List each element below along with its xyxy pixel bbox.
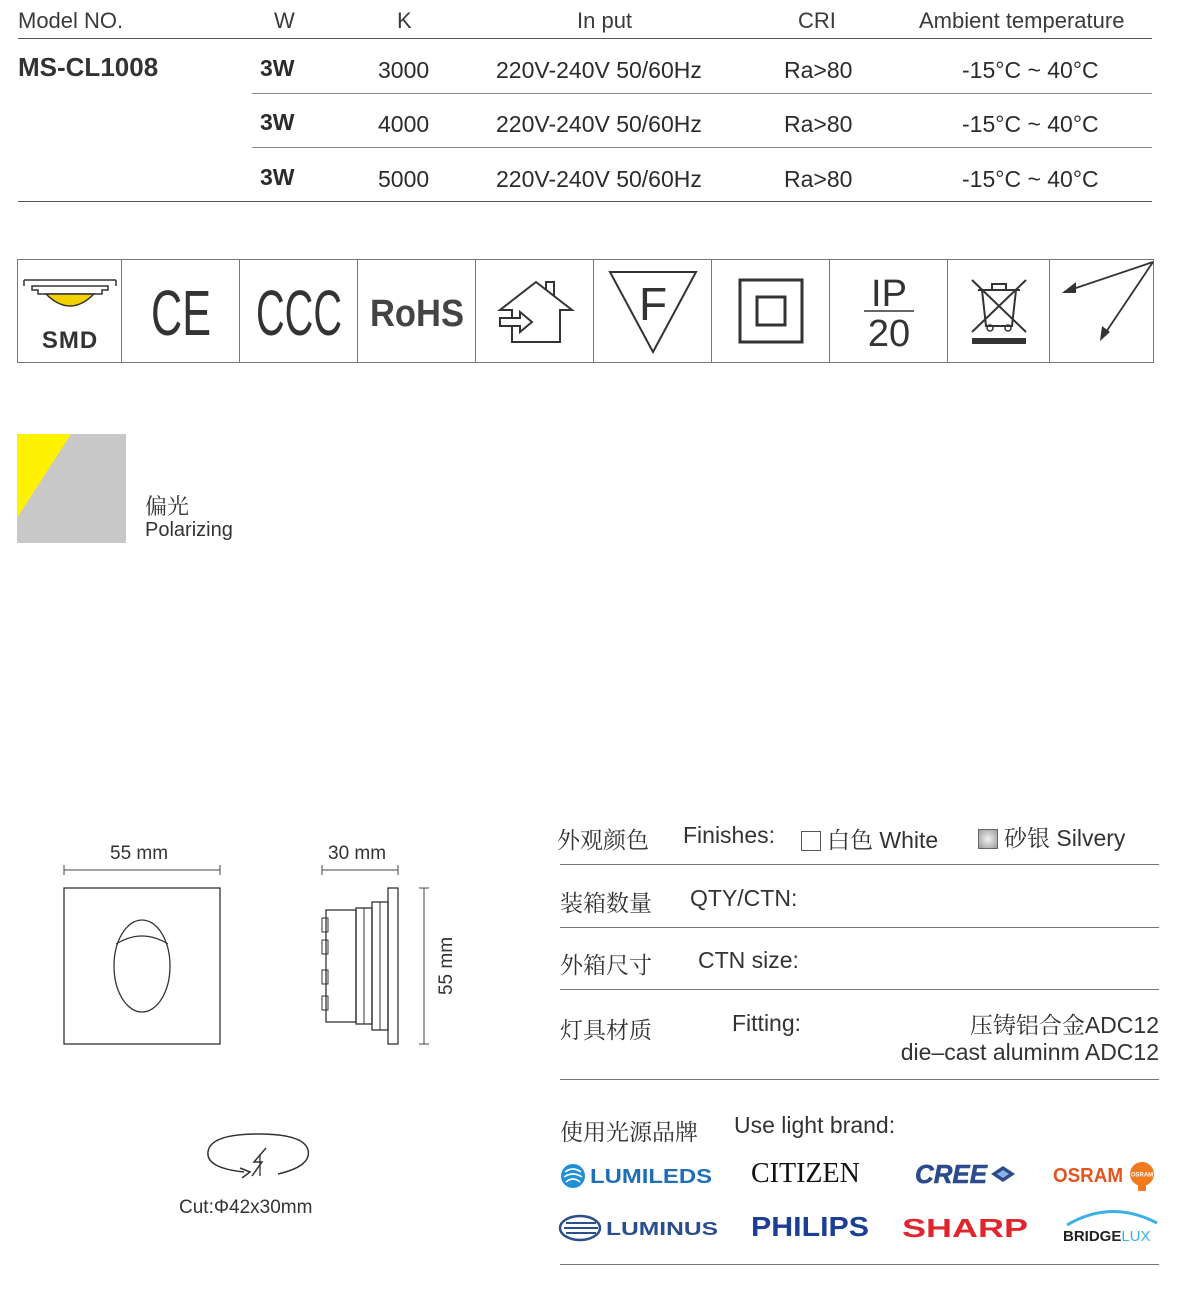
row-1-cri: Ra>80 bbox=[784, 57, 853, 83]
ccc-label: CCC bbox=[255, 277, 342, 349]
beam-direction-cert bbox=[1050, 260, 1155, 362]
info-divider bbox=[560, 1079, 1159, 1080]
info-divider bbox=[560, 864, 1159, 865]
qty-label-en: QTY/CTN: bbox=[690, 885, 798, 911]
finish-option-white[interactable] bbox=[801, 822, 938, 855]
ce-cert bbox=[122, 260, 240, 362]
row-3-k: 5000 bbox=[378, 166, 430, 192]
header-k: K bbox=[397, 8, 412, 33]
row-2-w: 3W bbox=[260, 109, 295, 135]
cree-text: CREE bbox=[915, 1159, 988, 1189]
double-insulation-icon bbox=[712, 260, 830, 362]
product-info-list bbox=[557, 810, 1159, 1280]
fitting-label-en: Fitting: bbox=[732, 1010, 802, 1036]
fitting-value-en: die–cast aluminm ADC12 bbox=[900, 1039, 1159, 1065]
indoor-house-icon bbox=[476, 260, 594, 362]
smd-label: SMD bbox=[41, 327, 98, 354]
luminus-icon bbox=[560, 1214, 722, 1242]
smd-cert bbox=[18, 260, 122, 362]
ce-mark-icon bbox=[122, 260, 240, 362]
ip-value: 20 bbox=[867, 313, 910, 355]
osram-text: OSRAM bbox=[1053, 1165, 1123, 1187]
osram-icon bbox=[1053, 1161, 1159, 1193]
certification-strip bbox=[17, 259, 1154, 363]
ccc-cert bbox=[240, 260, 358, 362]
cutout-rotation-icon bbox=[200, 1128, 316, 1182]
citizen-logo: CITIZEN bbox=[751, 1158, 860, 1189]
row-1-k: 3000 bbox=[378, 57, 430, 83]
bridgelux-text-b: LUX bbox=[1121, 1228, 1151, 1245]
luminus-text: LUMINUS bbox=[606, 1219, 718, 1239]
bridgelux-text-a: BRIDGE bbox=[1063, 1228, 1122, 1245]
bridgelux-logo bbox=[1061, 1203, 1161, 1252]
qty-label-cn: 装箱数量 bbox=[560, 890, 652, 916]
cree-logo bbox=[915, 1160, 1025, 1193]
front-width-label: 55 mm bbox=[110, 843, 169, 864]
weee-cert bbox=[948, 260, 1050, 362]
sharp-text: SHARP bbox=[902, 1213, 1028, 1243]
row-divider bbox=[252, 93, 1152, 94]
ccc-mark-icon bbox=[240, 260, 358, 362]
ip-rating-icon bbox=[830, 260, 948, 362]
fitting-label-cn: 灯具材质 bbox=[560, 1017, 652, 1043]
header-ambient: Ambient temperature bbox=[919, 8, 1125, 33]
lumileds-logo bbox=[560, 1162, 720, 1195]
osram-badge-text: OSRAM bbox=[1130, 1172, 1154, 1179]
philips-logo bbox=[751, 1210, 871, 1247]
row-1-input: 220V-240V 50/60Hz bbox=[496, 57, 702, 83]
row-3-cri: Ra>80 bbox=[784, 166, 853, 192]
cree-icon bbox=[915, 1160, 1025, 1188]
smd-chip-icon bbox=[18, 260, 122, 362]
svg-text:BRIDGELUX bbox=[1063, 1228, 1151, 1245]
row-2-ambient: -15°C ~ 40°C bbox=[962, 111, 1099, 137]
brand-label-cn: 使用光源品牌 bbox=[560, 1119, 698, 1145]
fitting-value-cn: 压铸铝合金ADC12 bbox=[969, 1012, 1159, 1038]
spec-table bbox=[0, 0, 1184, 210]
header-input: In put bbox=[577, 8, 633, 33]
luminus-logo bbox=[560, 1214, 722, 1247]
row-3-input: 220V-240V 50/60Hz bbox=[496, 166, 702, 192]
white-checkbox[interactable] bbox=[801, 831, 821, 851]
silvery-checkbox[interactable] bbox=[978, 829, 998, 849]
row-2-input: 220V-240V 50/60Hz bbox=[496, 111, 702, 137]
f-mark-cert bbox=[594, 260, 712, 362]
sharp-logo bbox=[902, 1212, 1032, 1247]
cut-size-label: Cut:Φ42x30mm bbox=[179, 1197, 313, 1218]
indoor-use-cert bbox=[476, 260, 594, 362]
osram-logo bbox=[1053, 1161, 1159, 1198]
row-divider bbox=[252, 147, 1152, 148]
brand-label-en: Use light brand: bbox=[734, 1112, 896, 1138]
silvery-label: 砂银 Silvery bbox=[1004, 825, 1126, 851]
f-label: F bbox=[638, 278, 667, 330]
row-3-ambient: -15°C ~ 40°C bbox=[962, 166, 1099, 192]
rohs-cert bbox=[358, 260, 476, 362]
philips-icon bbox=[751, 1210, 871, 1242]
side-height-label: 55 mm bbox=[436, 936, 458, 996]
ip-label: IP bbox=[870, 273, 907, 315]
header-cri: CRI bbox=[798, 8, 836, 33]
class-ii-cert bbox=[712, 260, 830, 362]
beam-arrows-icon bbox=[1050, 260, 1155, 362]
lumileds-icon bbox=[560, 1162, 720, 1190]
ctn-label-en: CTN size: bbox=[698, 947, 799, 973]
rohs-mark-icon bbox=[358, 260, 476, 362]
lumileds-text: LUMILEDS bbox=[590, 1166, 712, 1188]
ip20-cert bbox=[830, 260, 948, 362]
rohs-label: RoHS bbox=[369, 293, 464, 335]
finish-option-silvery[interactable] bbox=[978, 820, 1125, 853]
white-label: 白色 White bbox=[827, 827, 939, 853]
info-divider bbox=[560, 927, 1159, 928]
row-3-w: 3W bbox=[260, 164, 295, 190]
crossed-bin-icon bbox=[948, 260, 1050, 362]
ctn-label-cn: 外箱尺寸 bbox=[560, 952, 652, 978]
finishes-label-cn: 外观颜色 bbox=[557, 827, 649, 853]
header-divider bbox=[18, 38, 1152, 39]
front-view-drawing bbox=[60, 862, 230, 1052]
table-bottom-divider bbox=[18, 201, 1152, 202]
finishes-label-en: Finishes: bbox=[683, 822, 776, 848]
row-1-w: 3W bbox=[260, 55, 295, 81]
philips-text: PHILIPS bbox=[751, 1211, 869, 1242]
header-model: Model NO. bbox=[18, 8, 124, 33]
ce-label: CE bbox=[150, 277, 211, 349]
polarizing-label-en: Polarizing bbox=[145, 519, 233, 541]
polarizing-label-cn: 偏光 bbox=[145, 494, 190, 519]
f-triangle-icon bbox=[594, 260, 712, 362]
sharp-icon bbox=[902, 1212, 1032, 1242]
row-2-k: 4000 bbox=[378, 111, 430, 137]
bridgelux-icon bbox=[1061, 1203, 1161, 1247]
info-divider bbox=[560, 989, 1159, 990]
model-number: MS-CL1008 bbox=[18, 52, 159, 82]
header-w: W bbox=[274, 8, 295, 33]
row-1-ambient: -15°C ~ 40°C bbox=[962, 57, 1099, 83]
side-depth-label: 30 mm bbox=[328, 843, 387, 864]
polarizing-swatch bbox=[17, 434, 126, 543]
info-bottom-divider bbox=[560, 1264, 1159, 1265]
row-2-cri: Ra>80 bbox=[784, 111, 853, 137]
